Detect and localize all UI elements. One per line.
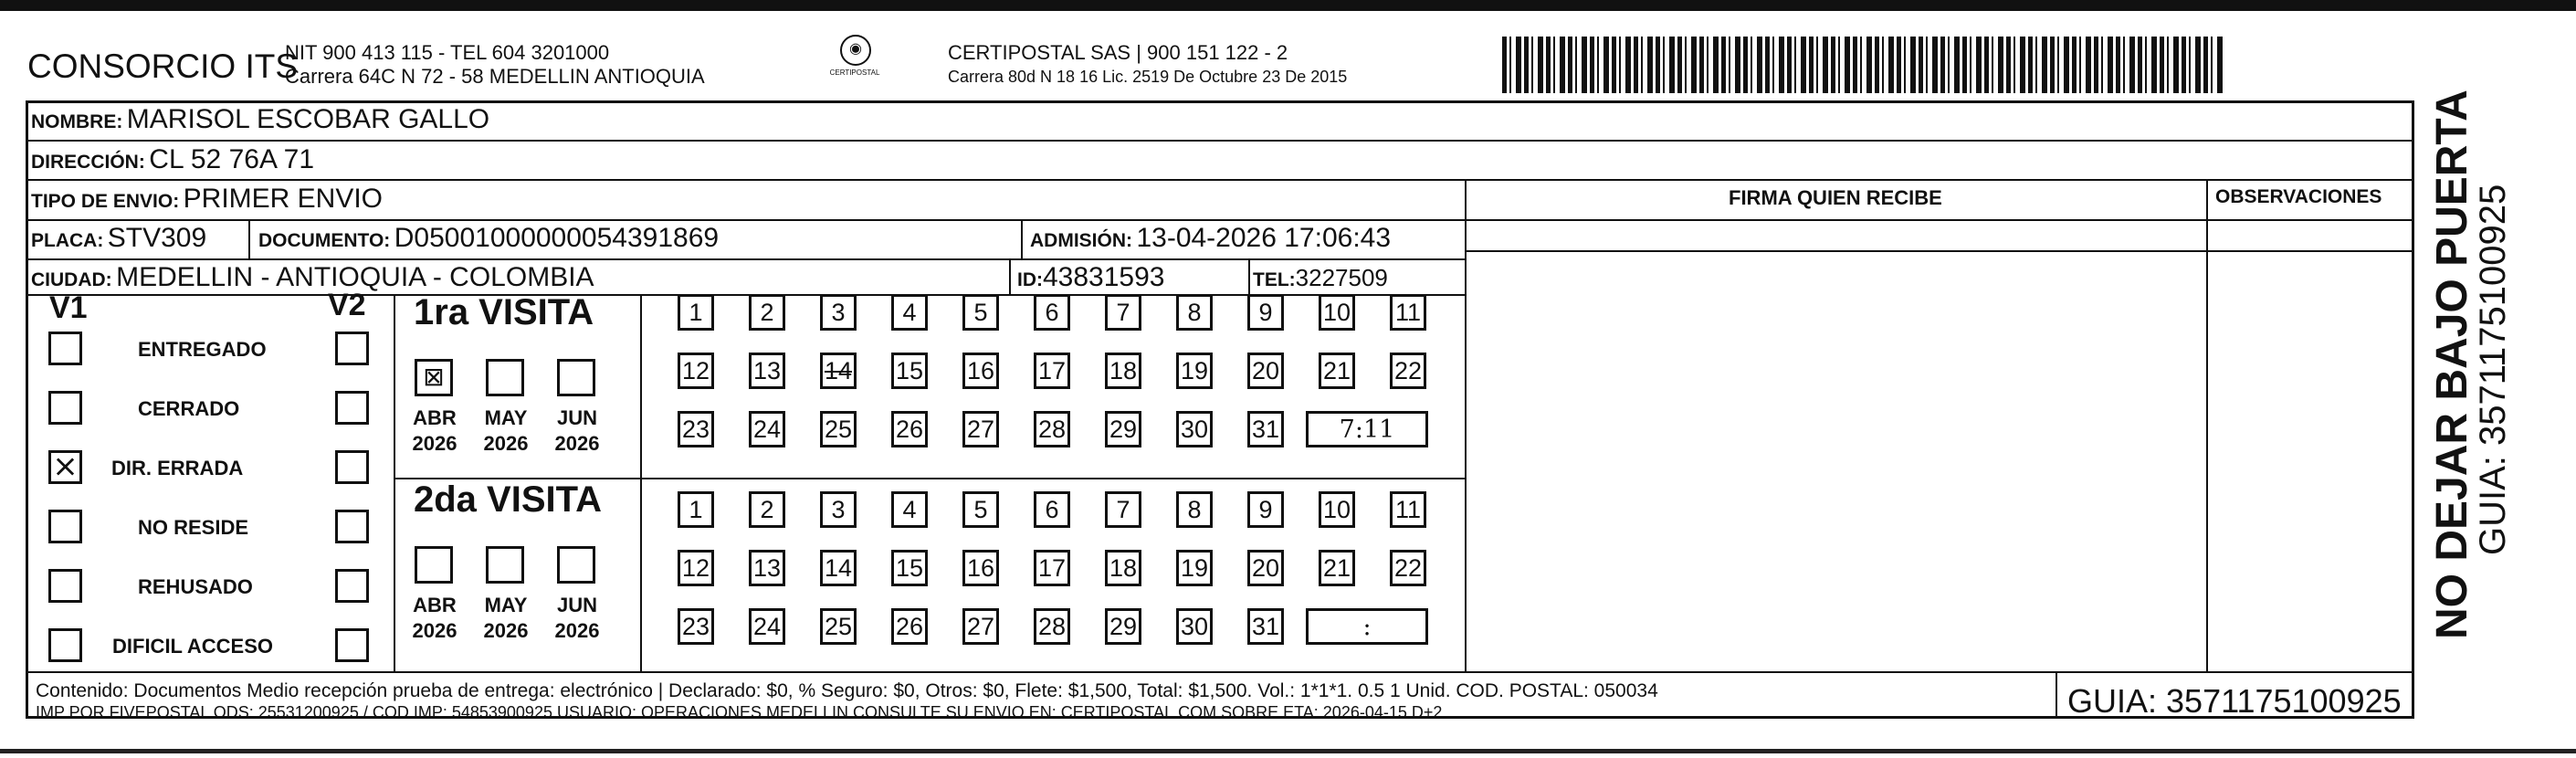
second-visit-day-box: 21 — [1319, 550, 1355, 586]
v1-heading: V1 — [49, 290, 88, 325]
top-edge — [0, 0, 2576, 11]
recipient-address: CL 52 76A 71 — [149, 144, 314, 174]
first-visit-month-checkbox — [557, 359, 595, 396]
second-visit-day-box: 24 — [749, 608, 785, 645]
divider — [28, 140, 2414, 142]
guide-number: 3571175100925 — [2166, 682, 2402, 720]
company-details — [285, 41, 705, 89]
second-visit-month-name: JUN — [556, 594, 597, 616]
first-visit-day-box: 1 — [678, 294, 714, 331]
shipment-type: PRIMER ENVIO — [183, 184, 384, 214]
second-visit-month-year: 2026 — [483, 619, 529, 642]
second-visit-day-box: 25 — [820, 608, 857, 645]
first-visit-day-box: 16 — [962, 353, 999, 389]
v2-status-checkbox — [335, 450, 369, 484]
first-visit-day-box: 13 — [749, 353, 785, 389]
first-visit-day-box: 9 — [1247, 294, 1284, 331]
second-visit-month-label — [478, 593, 534, 644]
second-visit-heading: 2da VISITA — [414, 479, 602, 520]
company-address: Carrera 64C N 72 - 58 MEDELLIN ANTIOQUIA — [285, 65, 705, 88]
first-visit-day-box: 21 — [1319, 353, 1355, 389]
second-visit-day-box: 5 — [962, 491, 999, 528]
second-visit-day-box: 17 — [1034, 550, 1070, 586]
second-visit-day-box: 6 — [1034, 491, 1070, 528]
first-visit-month-name: JUN — [556, 406, 597, 429]
divider — [248, 219, 250, 258]
guide-label: GUIA: — [2067, 682, 2158, 720]
second-visit-day-box: 11 — [1390, 491, 1426, 528]
first-visit-day-box: 25 — [820, 411, 857, 447]
side-guide-number: GUIA: 3571175100925 — [2473, 184, 2513, 555]
v2-status-checkbox — [335, 332, 369, 365]
first-visit-month-name: ABR — [413, 406, 457, 429]
city-label: CIUDAD: — [31, 269, 112, 290]
shipment-type-label: TIPO DE ENVIO: — [31, 191, 180, 212]
first-visit-month-year: 2026 — [412, 432, 457, 455]
second-visit-day-box: 16 — [962, 550, 999, 586]
second-visit-day-box: 27 — [962, 608, 999, 645]
delivery-status-label: REHUSADO — [138, 575, 253, 598]
certipostal-logo — [826, 35, 883, 88]
v2-status-checkbox — [335, 569, 369, 603]
second-visit-day-box: 3 — [820, 491, 857, 528]
second-visit-day-box: 4 — [891, 491, 928, 528]
divider — [2056, 671, 2057, 719]
shipment-contents: Contenido: Documentos Medio recepción prueba de entrega: electrónico | Declarado: $0, % Seguro: $0, Otros: $0, Flete: $1,500, Total: $1,500. Vol.: 1*1*1. 0.5 1 Unid. COD. POSTAL: 050034 — [36, 680, 1658, 701]
second-visit-day-box: 22 — [1390, 550, 1426, 586]
second-visit-day-box: 28 — [1034, 608, 1070, 645]
delivery-form — [26, 100, 2414, 719]
v2-status-checkbox — [335, 510, 369, 543]
name-label: NOMBRE: — [31, 111, 123, 132]
first-visit-month-label — [478, 405, 534, 457]
city: MEDELLIN - ANTIOQUIA - COLOMBIA — [116, 262, 594, 292]
v1-status-checkbox — [48, 569, 82, 603]
first-visit-day-box: 27 — [962, 411, 999, 447]
first-visit-day-box: 29 — [1105, 411, 1141, 447]
second-visit-month-name: MAY — [484, 594, 528, 616]
first-visit-day-box: 24 — [749, 411, 785, 447]
second-visit-day-box: 12 — [678, 550, 714, 586]
second-visit-day-box: 10 — [1319, 491, 1355, 528]
second-visit-time-box: : — [1306, 608, 1428, 645]
first-visit-day-box: 3 — [820, 294, 857, 331]
logo-text: CERTIPOSTAL — [829, 68, 880, 77]
first-visit-day-box: 19 — [1176, 353, 1213, 389]
second-visit-day-box: 7 — [1105, 491, 1141, 528]
divider — [1465, 250, 2414, 252]
second-visit-day-box: 13 — [749, 550, 785, 586]
second-visit-day-box: 15 — [891, 550, 928, 586]
address-field — [31, 144, 314, 175]
first-visit-day-box: 15 — [891, 353, 928, 389]
id-field — [1017, 262, 1164, 293]
certipostal-license: Carrera 80d N 18 16 Lic. 2519 De Octubre 23 De 2015 — [948, 68, 1348, 86]
recipient-name: MARISOL ESCOBAR GALLO — [126, 104, 490, 134]
divider — [1465, 179, 1467, 671]
divider — [640, 294, 642, 671]
second-visit-month-checkbox — [486, 546, 524, 584]
document-number: D05001000000054391869 — [394, 223, 720, 253]
document-label: DOCUMENTO: — [258, 230, 391, 251]
second-visit-day-box: 19 — [1176, 550, 1213, 586]
delivery-status-label: ENTREGADO — [138, 338, 267, 361]
delivery-status-label: CERRADO — [138, 397, 240, 420]
second-visit-month-label — [549, 593, 605, 644]
second-visit-month-name: ABR — [413, 594, 457, 616]
first-visit-day-box: 20 — [1247, 353, 1284, 389]
first-visit-day-box: 5 — [962, 294, 999, 331]
shipment-type-field — [31, 184, 383, 215]
phone-number: 3227509 — [1295, 264, 1388, 291]
plate: STV309 — [107, 223, 207, 253]
v2-status-checkbox — [335, 628, 369, 662]
first-visit-day-box: 26 — [891, 411, 928, 447]
first-visit-heading: 1ra VISITA — [414, 292, 594, 332]
plate-field — [31, 223, 206, 254]
v2-status-checkbox — [335, 391, 369, 425]
first-visit-day-box: 28 — [1034, 411, 1070, 447]
first-visit-day-box: 30 — [1176, 411, 1213, 447]
delivery-status-label: NO RESIDE — [138, 516, 249, 539]
company-contact: NIT 900 413 115 - TEL 604 3201000 — [285, 41, 610, 64]
divider — [1248, 258, 1250, 294]
v1-status-checkbox — [48, 391, 82, 425]
first-visit-month-name: MAY — [484, 406, 528, 429]
certipostal-id: CERTIPOSTAL SAS | 900 151 122 - 2 — [948, 41, 1288, 64]
first-visit-month-year: 2026 — [554, 432, 600, 455]
second-visit-month-year: 2026 — [554, 619, 600, 642]
v1-status-checkbox — [48, 510, 82, 543]
first-visit-month-label — [549, 405, 605, 457]
name-field — [31, 104, 489, 135]
observations-label: OBSERVACIONES — [2215, 186, 2382, 207]
v1-status-checkbox — [48, 332, 82, 365]
first-visit-day-box: 10 — [1319, 294, 1355, 331]
first-visit-time-box: 7:11 — [1306, 411, 1428, 447]
first-visit-day-box: 11 — [1390, 294, 1426, 331]
printing-details: IMP POR FIVEPOSTAL ODS: 25531200925 / COD.IMP: 54853900925 USUARIO: OPERACIONES MEDELLIN CONSULTE SU ENVIO EN: CERTIPOSTAL.COM SOBRE ETA: 2026-04-15 D+2 — [36, 703, 1443, 721]
second-visit-day-box: 1 — [678, 491, 714, 528]
second-visit-day-box: 18 — [1105, 550, 1141, 586]
divider — [2206, 179, 2208, 671]
second-visit-day-box: 14 — [820, 550, 857, 586]
company-name: CONSORCIO ITS — [27, 47, 299, 85]
first-visit-day-box: 14 — [820, 353, 857, 389]
first-visit-month-checkbox: ⊠ — [415, 359, 453, 396]
first-visit-month-year: 2026 — [483, 432, 529, 455]
second-visit-month-label — [406, 593, 463, 644]
second-visit-day-box: 2 — [749, 491, 785, 528]
second-visit-day-box: 23 — [678, 608, 714, 645]
admission-date: 13-04-2026 17:06:43 — [1136, 223, 1392, 253]
delivery-status-label: DIR. ERRADA — [111, 457, 244, 479]
second-visit-day-box: 20 — [1247, 550, 1284, 586]
second-visit-month-year: 2026 — [412, 619, 457, 642]
city-field — [31, 262, 594, 293]
first-visit-day-box: 8 — [1176, 294, 1213, 331]
guide-box — [2067, 682, 2402, 721]
divider — [1021, 219, 1023, 258]
second-visit-day-box: 29 — [1105, 608, 1141, 645]
divider — [1009, 258, 1011, 294]
first-visit-day-box: 4 — [891, 294, 928, 331]
first-visit-day-box: 23 — [678, 411, 714, 447]
second-visit-month-checkbox — [557, 546, 595, 584]
first-visit-month-label — [406, 405, 463, 457]
second-visit-day-box: 26 — [891, 608, 928, 645]
admission-field — [1030, 223, 1391, 254]
second-visit-month-checkbox — [415, 546, 453, 584]
divider — [28, 179, 2414, 181]
no-leave-under-door-warning: NO DEJAR BAJO PUERTA — [2428, 89, 2476, 639]
second-visit-day-box: 8 — [1176, 491, 1213, 528]
id-label: ID: — [1017, 269, 1043, 290]
first-visit-day-box: 12 — [678, 353, 714, 389]
first-visit-month-checkbox — [486, 359, 524, 396]
bottom-edge — [0, 749, 2576, 753]
v1-status-checkbox — [48, 628, 82, 662]
first-visit-day-box: 7 — [1105, 294, 1141, 331]
first-visit-day-box: 18 — [1105, 353, 1141, 389]
divider — [28, 219, 2414, 221]
second-visit-day-box: 30 — [1176, 608, 1213, 645]
first-visit-day-box: 6 — [1034, 294, 1070, 331]
first-visit-day-box: 2 — [749, 294, 785, 331]
first-visit-day-box: 17 — [1034, 353, 1070, 389]
phone-field — [1253, 264, 1388, 292]
divider — [394, 294, 395, 671]
first-visit-day-box: 31 — [1247, 411, 1284, 447]
phone-label: TEL: — [1253, 269, 1296, 290]
admission-label: ADMISIÓN: — [1030, 230, 1132, 251]
address-label: DIRECCIÓN: — [31, 152, 145, 173]
document-field — [258, 223, 719, 254]
recipient-id: 43831593 — [1043, 262, 1165, 292]
v1-status-checkbox: ⨯ — [48, 450, 82, 484]
barcode — [1502, 37, 2224, 93]
signature-label: FIRMA QUIEN RECIBE — [1729, 186, 1942, 209]
v2-heading: V2 — [328, 288, 366, 322]
logo-symbol-icon: ◉ — [840, 35, 871, 66]
certipostal-details — [948, 41, 1347, 89]
plate-label: PLACA: — [31, 230, 104, 251]
delivery-status-label: DIFICIL ACCESO — [112, 635, 274, 658]
first-visit-day-box: 22 — [1390, 353, 1426, 389]
second-visit-day-box: 31 — [1247, 608, 1284, 645]
second-visit-day-box: 9 — [1247, 491, 1284, 528]
